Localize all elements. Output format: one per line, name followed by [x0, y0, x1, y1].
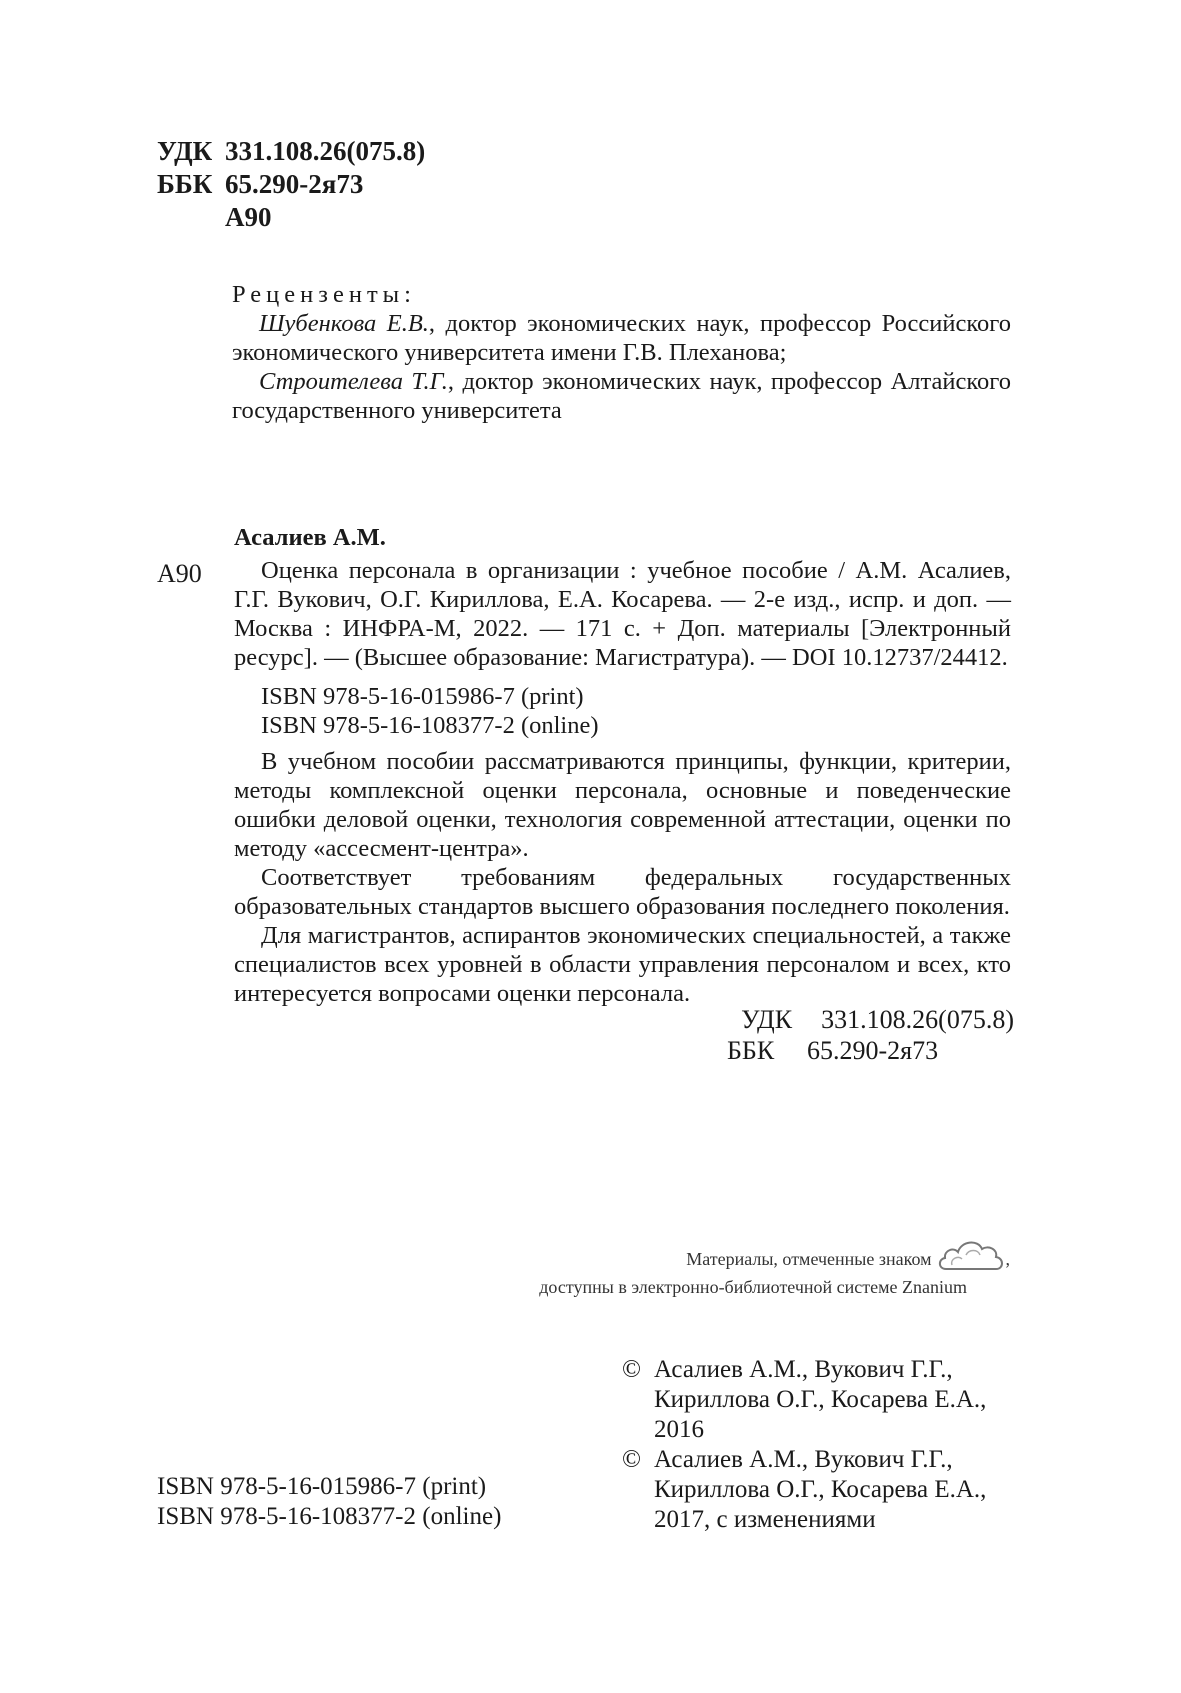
copyright-symbol: © [622, 1356, 641, 1383]
bibliographic-record [234, 556, 1011, 1008]
copyright-text: Асалиев А.М., Вукович Г.Г., Кириллова О.Г., Косарева Е.А., 2017, с изменениями [654, 1446, 987, 1533]
udk-key: УДК [157, 136, 213, 166]
reviewer-2 [232, 367, 1011, 425]
udk-value: 331.108.26(075.8) [821, 1005, 1014, 1034]
bottom-isbn-online: ISBN 978-5-16-108377-2 (online) [157, 1503, 502, 1530]
copyright-entry [622, 1355, 986, 1445]
annotation-paragraph: Соответствует требованиям федеральных государственных образовательных стандартов высшего образования последнего поколения. [234, 864, 1011, 920]
reviewer-1-name: Шубенкова Е.В. [259, 310, 429, 337]
bottom-isbn [157, 1472, 501, 1532]
annotation-paragraph: В учебном пособии рассматриваются принципы, функции, критерии, методы комплексной оценки персонала, основные и поведенческие ошибки деловой оценки, технология современной аттестации, оценки по методу «ассесмент-центра». [234, 748, 1011, 862]
copyright-symbol: © [622, 1446, 641, 1473]
reviewer-1 [232, 309, 1011, 367]
znanium-line-1: Материалы, отмеченные знаком [686, 1249, 932, 1269]
udk-value: 331.108.26(075.8) [225, 136, 426, 166]
bbk-value: 65.290-2я73 [807, 1036, 939, 1065]
cloud-icon [936, 1233, 1006, 1273]
record-sign: А90 [157, 559, 202, 588]
reviewers-title: Рецензенты: [232, 281, 416, 308]
reviewers-block [232, 280, 1011, 425]
record-description: Оценка персонала в организации : учебное пособие / А.М. Асалиев, Г.Г. Вукович, О.Г. Кириллова, Е.А. Косарева. — 2-е изд., испр. и доп. — Москва : ИНФРА-М, 2022. — 171 с. + Доп. материалы [Электронный ресурс]. — (Высшее образование: Магистратура). — DOI 10.12737/24412. [234, 557, 1011, 671]
bbk-value: 65.290-2я73 [225, 169, 364, 199]
record-isbn-online: ISBN 978-5-16-108377-2 (online) [261, 712, 599, 739]
bbk-key: ББК [727, 1036, 775, 1065]
reviewer-2-name: Строителева Т.Г. [259, 368, 448, 395]
copyright-block [622, 1355, 986, 1535]
copyright-text: Асалиев А.М., Вукович Г.Г., Кириллова О.Г., Косарева Е.А., 2016 [654, 1356, 987, 1443]
znanium-note [470, 1233, 1010, 1301]
record-classification [727, 1004, 1014, 1066]
udk-key: УДК [741, 1005, 793, 1034]
annotation-paragraph: Для магистрантов, аспирантов экономических специальностей, а также специалистов всех уровней в области управления персоналом и всех, кто интересуется вопросами оценки персонала. [234, 922, 1011, 1007]
record-isbn-print: ISBN 978-5-16-015986-7 (print) [261, 683, 584, 710]
znanium-line-1-end: , [1005, 1249, 1010, 1269]
reviewer-2-text: , доктор экономических наук, профессор Алтайского государственного университета [232, 368, 1011, 424]
classification-header [157, 135, 425, 234]
copyright-entry [622, 1445, 986, 1535]
znanium-line-2: доступны в электронно-библиотечной системе Znanium [539, 1277, 967, 1297]
reviewer-1-text: , доктор экономических наук, профессор Российского экономического университета имени Г.В. Плеханова; [232, 310, 1011, 366]
bbk-key: ББК [157, 169, 213, 199]
author-sign: А90 [225, 202, 272, 232]
record-author: Асалиев А.М. [234, 524, 386, 551]
bottom-isbn-print: ISBN 978-5-16-015986-7 (print) [157, 1473, 487, 1500]
